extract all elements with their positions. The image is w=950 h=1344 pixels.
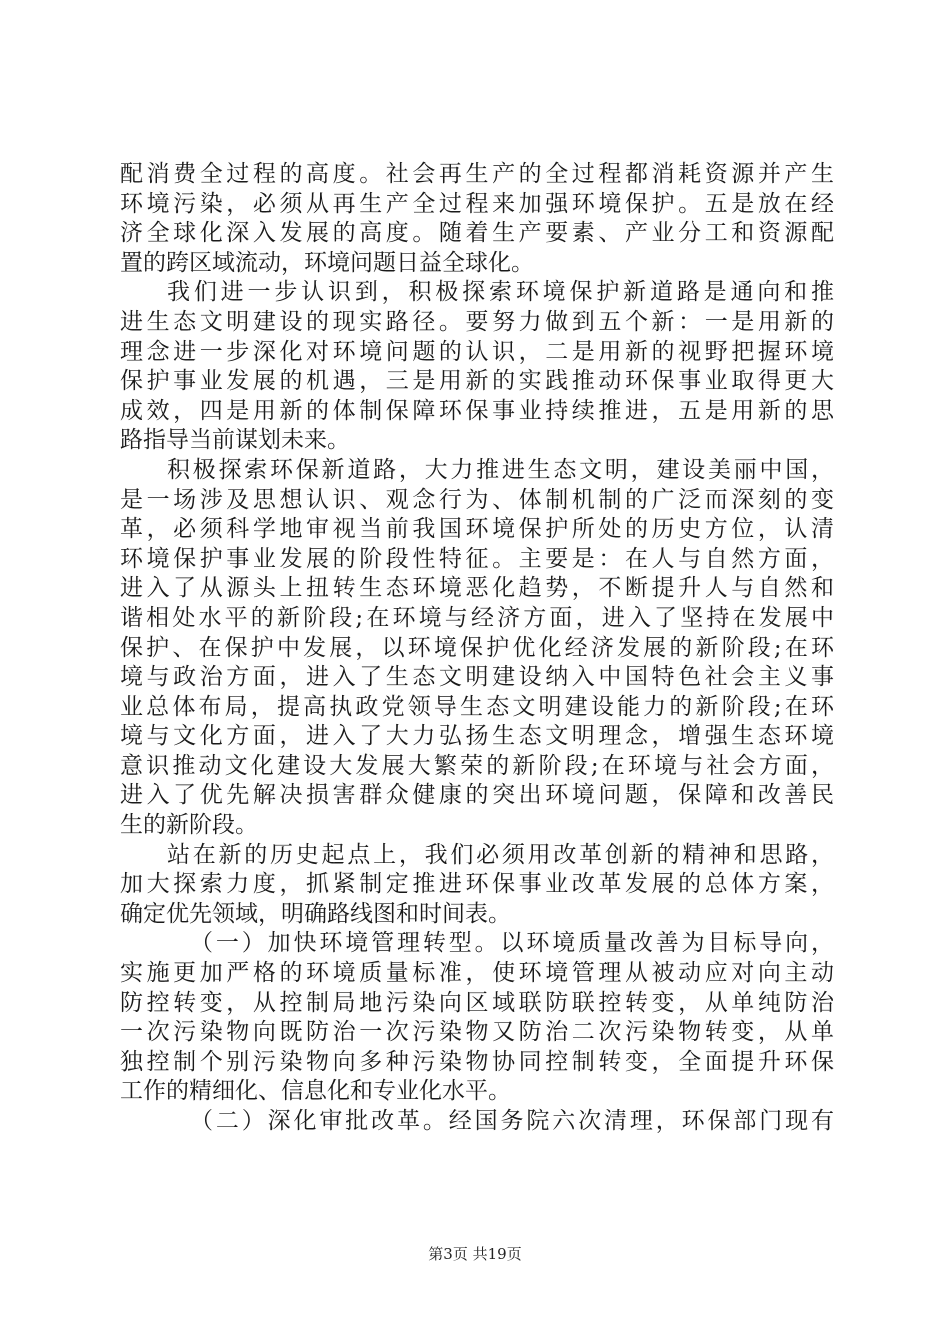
text-line: 站在新的历史起点上，我们必须用改革创新的精神和思路， <box>167 841 834 868</box>
text-line: 进入了优先解决损害群众健康的突出环境问题，保障和改善民 <box>120 782 834 809</box>
text-line: 成效，四是用新的体制保障环保事业持续推进，五是用新的思 <box>120 397 834 424</box>
text-line: 保护事业发展的机遇，三是用新的实践推动环保事业取得更大 <box>120 368 834 395</box>
page-number-footer: 第3页 共19页 <box>428 1245 522 1263</box>
text-line: 意识推动文化建设大发展大繁荣的新阶段;在环境与社会方面， <box>120 752 834 779</box>
text-line: 境与政治方面，进入了生态文明建设纳入中国特色社会主义事 <box>120 664 834 691</box>
text-line: （二）深化审批改革。经国务院六次清理，环保部门现有 <box>190 1108 834 1134</box>
text-line: 环境保护事业发展的阶段性特征。主要是：在人与自然方面， <box>120 545 834 572</box>
text-line: （一）加快环境管理转型。以环境质量改善为目标导向， <box>190 930 834 957</box>
text-line: 加大探索力度，抓紧制定推进环保事业改革发展的总体方案， <box>120 871 834 898</box>
text-line: 环境污染，必须从再生产全过程来加强环境保护。五是放在经 <box>120 190 834 217</box>
text-line: 生的新阶段。 <box>120 812 258 839</box>
text-line: 济全球化深入发展的高度。随着生产要素、产业分工和资源配 <box>120 220 834 247</box>
text-line: 独控制个别污染物向多种污染物协同控制转变，全面提升环保 <box>120 1048 834 1075</box>
text-line: 境与文化方面，进入了大力弘扬生态文明理念，增强生态环境 <box>120 723 834 750</box>
text-line: 理念进一步深化对环境问题的认识，二是用新的视野把握环境 <box>120 338 834 365</box>
text-line: 积极探索环保新道路，大力推进生态文明，建设美丽中国， <box>167 456 834 483</box>
text-line: 路指导当前谋划未来。 <box>120 427 350 454</box>
text-line: 保护、在保护中发展，以环境保护优化经济发展的新阶段;在环 <box>120 634 834 661</box>
text-line: 实施更加严格的环境质量标准，使环境管理从被动应对向主动 <box>120 960 834 987</box>
text-line: 革，必须科学地审视当前我国环境保护所处的历史方位，认清 <box>120 516 834 543</box>
document-body <box>120 160 834 1137</box>
text-line: 配消费全过程的高度。社会再生产的全过程都消耗资源并产生 <box>120 161 834 187</box>
text-line: 谐相处水平的新阶段;在环境与经济方面，进入了坚持在发展中 <box>120 604 834 631</box>
text-line: 业总体布局，提高执政党领导生态文明建设能力的新阶段;在环 <box>120 693 834 720</box>
text-line: 防控转变，从控制局地污染向区域联防联控转变，从单纯防治 <box>120 989 834 1016</box>
text-line: 进入了从源头上扭转生态环境恶化趋势，不断提升人与自然和 <box>120 575 834 602</box>
text-line: 是一场涉及思想认识、观念行为、体制机制的广泛而深刻的变 <box>120 486 834 513</box>
text-line: 一次污染物向既防治一次污染物又防治二次污染物转变，从单 <box>120 1019 834 1046</box>
text-line: 确定优先领域，明确路线图和时间表。 <box>120 900 511 927</box>
text-line: 进生态文明建设的现实路径。要努力做到五个新：一是用新的 <box>120 308 834 335</box>
text-line: 置的跨区域流动，环境问题日益全球化。 <box>120 249 534 276</box>
text-line: 我们进一步认识到，积极探索环境保护新道路是通向和推 <box>167 279 834 306</box>
text-line: 工作的精细化、信息化和专业化水平。 <box>120 1078 511 1105</box>
